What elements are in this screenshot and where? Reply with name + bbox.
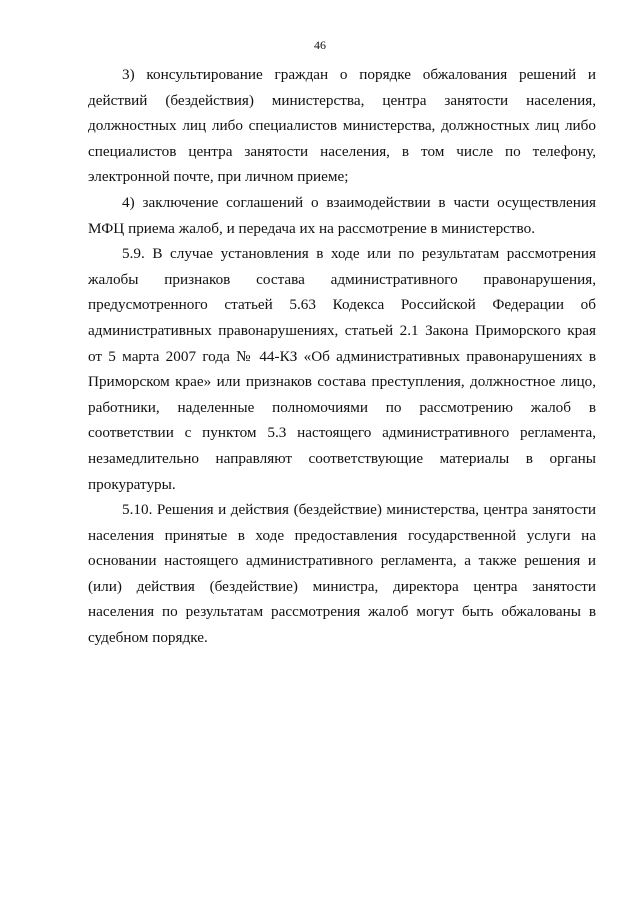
paragraph-consultation: 3) консультирование граждан о порядке обжалования решений и действий (бездействия) министерства, центра занятости населения, должностных лиц либо специалистов министерства, должностных лиц либо специалистов центра занятости населения, в том числе по телефону, электронной почте, при личном приеме; [88, 66, 596, 186]
page-number: 46 [314, 38, 326, 52]
document-body [88, 62, 596, 651]
paragraph-agreements: 4) заключение соглашений о взаимодействии в части осуществления МФЦ приема жалоб, и передача их на рассмотрение в министерство. [88, 193, 596, 237]
paragraph-5-9: 5.9. В случае установления в ходе или по результатам рассмотрения жалобы признаков состава административного правонарушения, предусмотренного статьей 5.63 Кодекса Российской Федерации об административных правонарушениях, статьей 2.1 Закона Приморского края от 5 марта 2007 года № 44-КЗ «Об административных правонарушениях в Приморском крае» или признаков состава преступления, должностное лицо, работники, наделенные полномочиями по рассмотрению жалоб в соответствии с пунктом 5.3 настоящего административного регламента, незамедлительно направляют соответствующие материалы в органы прокуратуры. [88, 245, 596, 493]
paragraph-5-10: 5.10. Решения и действия (бездействие) министерства, центра занятости населения принятые в ходе предоставления государственной услуги на основании настоящего административного регламента, а также решения и (или) действия (бездействие) министра, директора центра занятости населения по результатам рассмотрения жалоб могут быть обжалованы в судебном порядке. [88, 501, 596, 647]
